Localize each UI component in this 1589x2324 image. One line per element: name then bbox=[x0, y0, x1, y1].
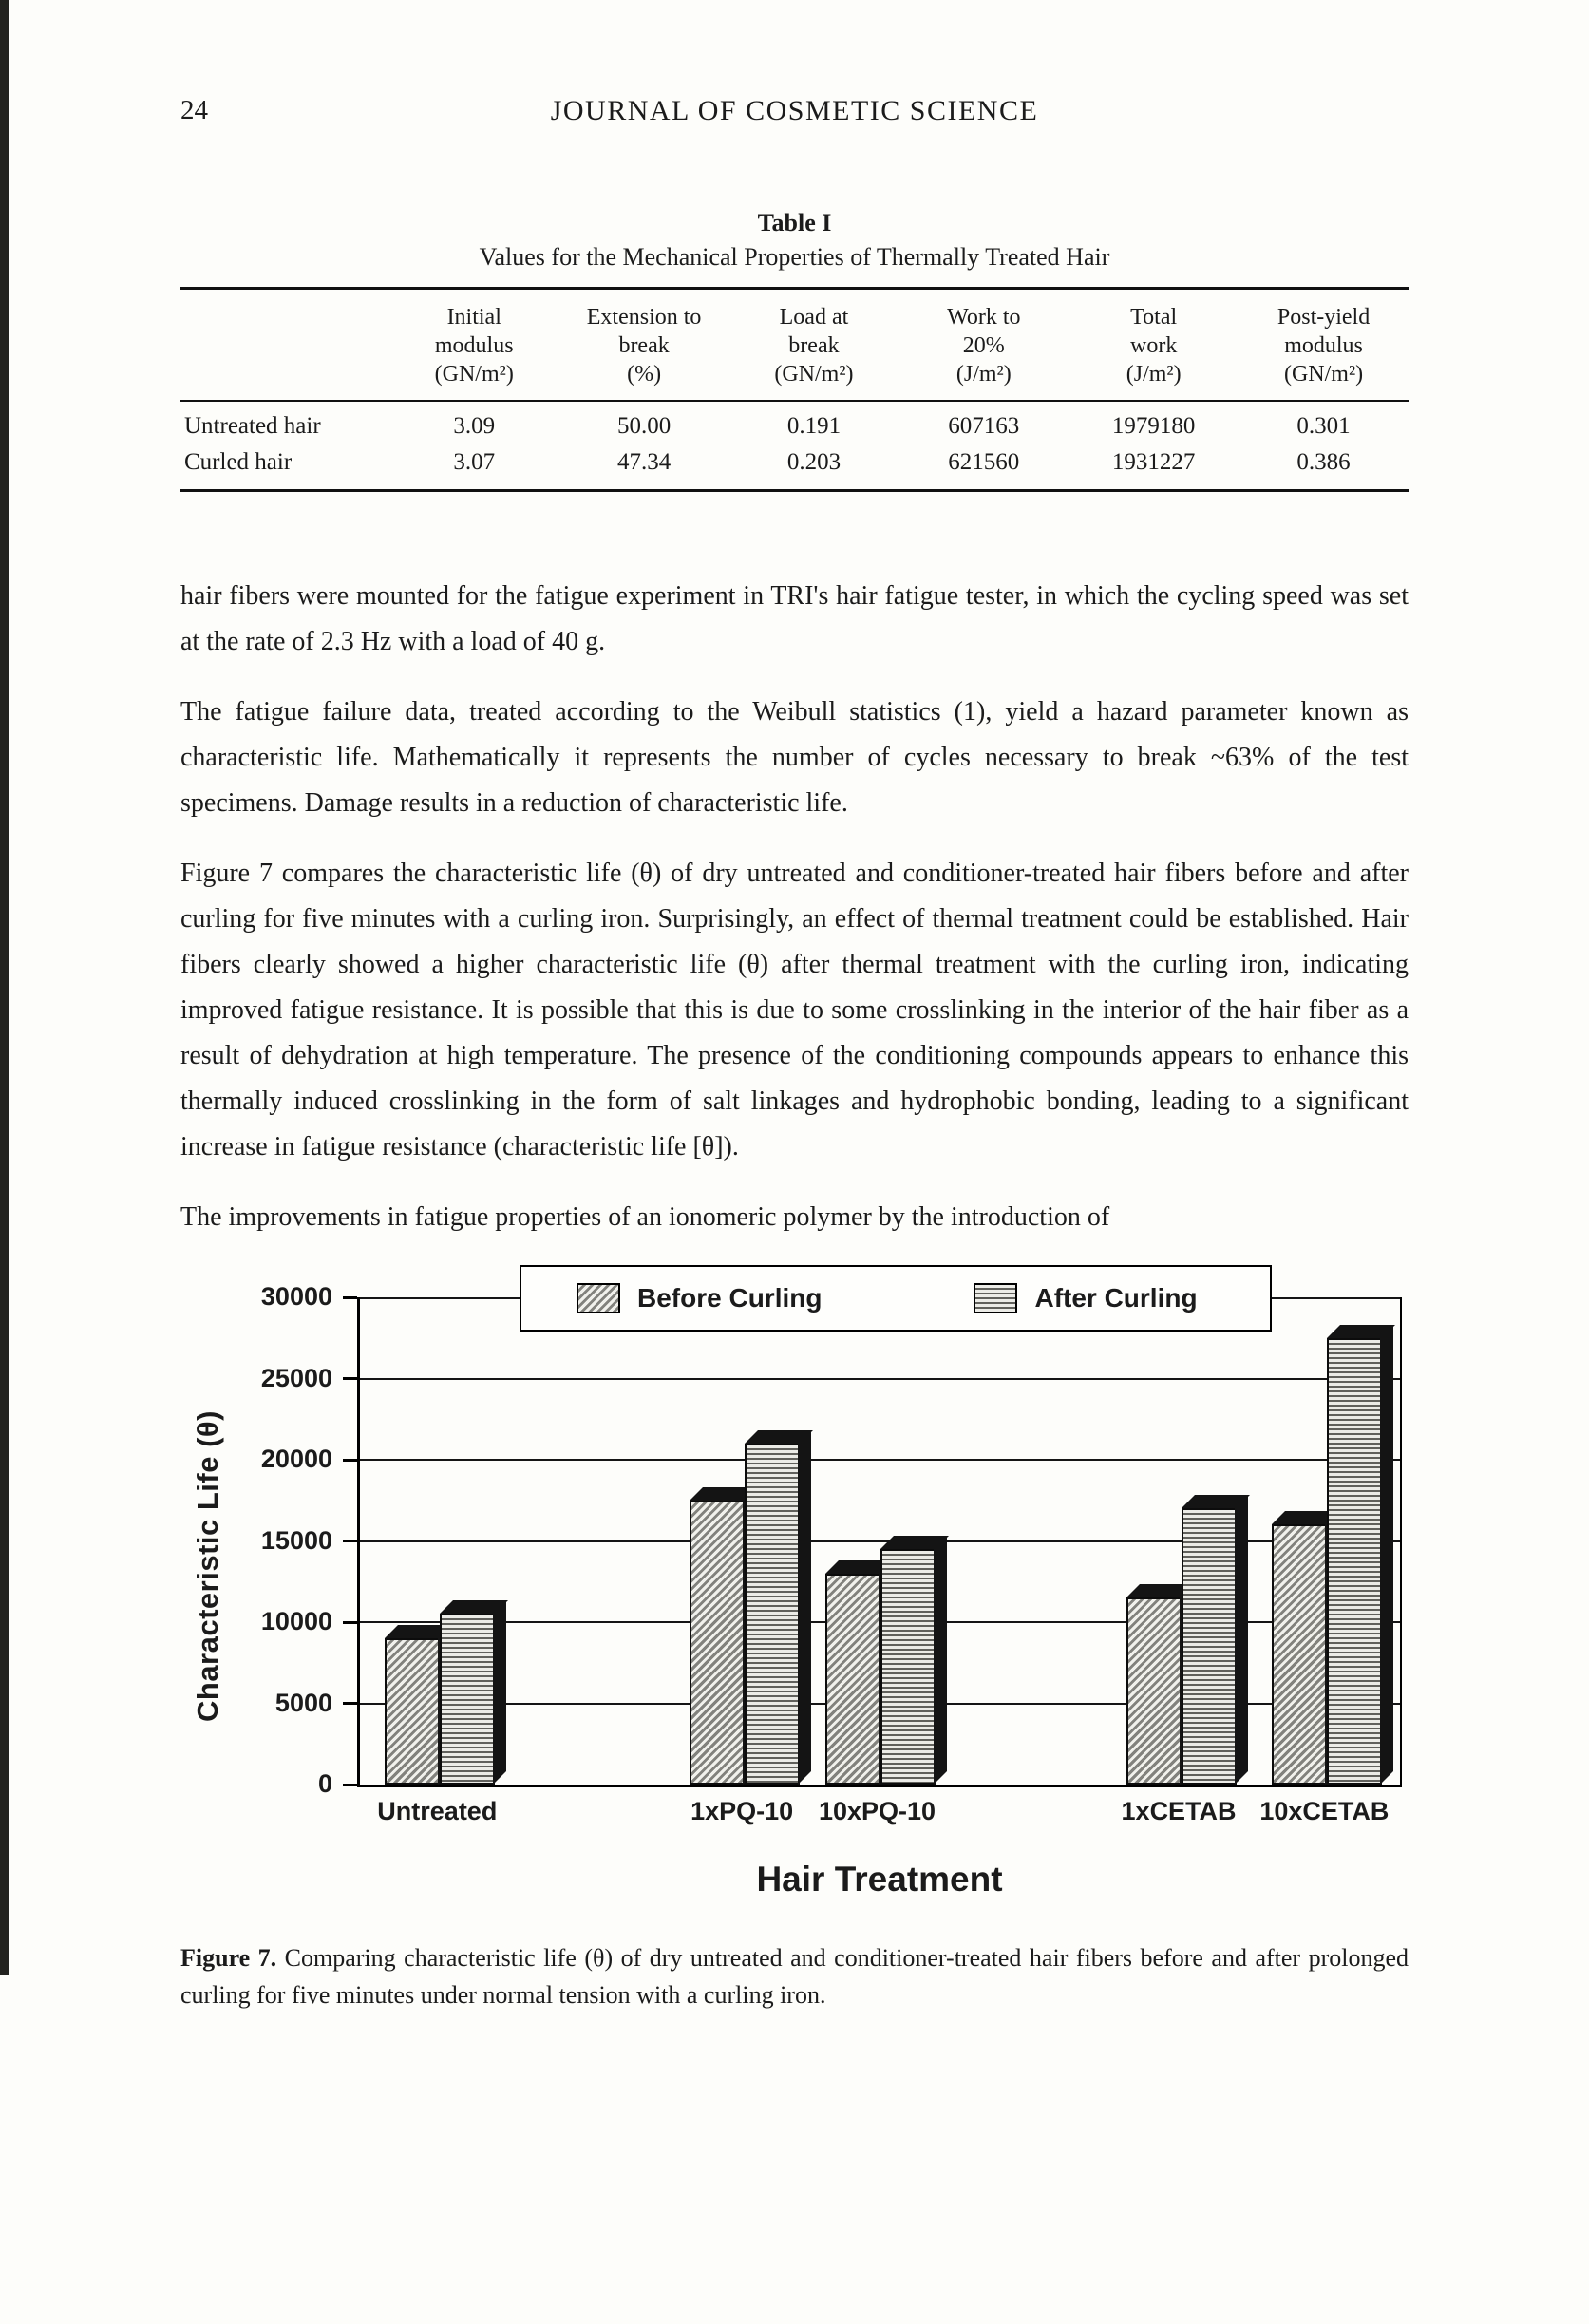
bar-side-face bbox=[1380, 1325, 1393, 1785]
bar-10xpq-10-before bbox=[825, 1574, 880, 1785]
legend-label-after: After Curling bbox=[1034, 1283, 1198, 1313]
paragraph-3: Figure 7 compares the characteristic life (θ) of dry untreated and conditioner-treated hair fibers before and after curling for five minutes with a curling iron. Surprisingly, an effect of thermal treatment could be established. Hair fibers clearly showed a higher characteristic life (θ) after thermal treatment with the curling iron, indicating improved fatigue resistance. It is possible that this is due to some crosslinking in the interior of the hair fiber as a result of dehydration at high temperature. The presence of the conditioning compounds appears to enhance this thermally induced crosslinking in the form of salt linkages and hydrophobic bonding, leading to a significant increase in fatigue resistance (characteristic life [θ]). bbox=[180, 859, 1409, 1162]
table-cell: 3.07 bbox=[453, 449, 496, 475]
x-tick-label: 10xCETAB bbox=[1259, 1797, 1390, 1825]
table-cell: 0.386 bbox=[1296, 449, 1351, 475]
y-tick-mark bbox=[343, 1702, 357, 1705]
table-cell: 50.00 bbox=[616, 413, 672, 439]
bar-1xcetab-after bbox=[1182, 1508, 1237, 1785]
bar-side-face bbox=[1235, 1495, 1248, 1785]
table-cell: 1931227 bbox=[1111, 449, 1196, 475]
y-tick-label: 25000 bbox=[260, 1363, 332, 1392]
plot-outer bbox=[357, 1283, 1402, 1835]
gridline bbox=[360, 1378, 1400, 1380]
legend-item-before-curling bbox=[577, 1283, 822, 1313]
x-axis-labels bbox=[357, 1787, 1402, 1835]
bar-10xcetab-before bbox=[1272, 1524, 1327, 1785]
table-row bbox=[180, 444, 1409, 491]
after-curling-swatch-icon bbox=[974, 1283, 1017, 1313]
page-header bbox=[180, 95, 1409, 135]
table1-block bbox=[180, 209, 1409, 492]
plot-area bbox=[357, 1283, 1402, 1787]
y-tick-mark bbox=[343, 1296, 357, 1299]
figure7-chart bbox=[180, 1281, 1409, 1899]
y-tick-label: 30000 bbox=[260, 1281, 332, 1311]
x-tick-label: 10xPQ-10 bbox=[818, 1797, 936, 1825]
table-col-header: Post-yield modulus (GN/m²) bbox=[1239, 289, 1409, 402]
y-tick-mark bbox=[343, 1377, 357, 1380]
paragraph-4: The improvements in fatigue properties of an ionomeric polymer by the introduction of bbox=[180, 1202, 1110, 1232]
bar-10xcetab-after bbox=[1327, 1338, 1382, 1785]
y-tick-label: 5000 bbox=[274, 1688, 332, 1717]
table-col-header: Work to 20% (J/m²) bbox=[899, 289, 1069, 402]
mechanical-properties-table bbox=[180, 287, 1409, 492]
body-text bbox=[180, 574, 1409, 1240]
table-col-header: Load at break (GN/m²) bbox=[729, 289, 899, 402]
table-row-label: Untreated hair bbox=[184, 413, 321, 439]
page-number: 24 bbox=[180, 95, 208, 125]
figure-caption bbox=[180, 1939, 1409, 2013]
bar-1xcetab-before bbox=[1126, 1597, 1182, 1785]
table-cell: 3.09 bbox=[453, 413, 496, 439]
x-tick-label: Untreated bbox=[377, 1797, 498, 1825]
y-tick-mark bbox=[343, 1540, 357, 1542]
y-tick-label: 0 bbox=[317, 1768, 332, 1798]
scan-edge-artifact bbox=[0, 0, 9, 1975]
table-cell: 0.191 bbox=[786, 413, 842, 439]
paragraph-2: The fatigue failure data, treated according to the Weibull statistics (1), yield a hazard parameter known as characteristic life. Mathematically it represents the number of cycles necessary to break ~63% of the test specimens. Damage results in a reduction of characteristic life. bbox=[180, 697, 1409, 818]
before-curling-swatch-icon bbox=[577, 1283, 620, 1313]
y-tick-mark bbox=[343, 1784, 357, 1786]
table-cell: 0.203 bbox=[786, 449, 842, 475]
table-cell: 607163 bbox=[948, 413, 1020, 439]
y-tick-label: 10000 bbox=[260, 1606, 332, 1635]
table-col-header: Total work (J/m²) bbox=[1069, 289, 1239, 402]
figure-caption-label: Figure 7. bbox=[180, 1944, 277, 1972]
bar-side-face bbox=[493, 1600, 506, 1785]
y-tick-label: 20000 bbox=[260, 1444, 332, 1473]
chart-legend bbox=[520, 1265, 1272, 1332]
y-tick-mark bbox=[343, 1459, 357, 1462]
y-axis-ticks bbox=[236, 1281, 357, 1835]
table-col-header-empty bbox=[180, 289, 389, 402]
table-cell: 47.34 bbox=[616, 449, 672, 475]
table-header-row bbox=[180, 289, 1409, 402]
y-tick-mark bbox=[343, 1621, 357, 1624]
table-cell: 0.301 bbox=[1296, 413, 1351, 439]
table-title: Table I bbox=[757, 209, 832, 236]
table-row-label: Curled hair bbox=[184, 449, 293, 475]
table-row bbox=[180, 401, 1409, 444]
y-axis-label: Characteristic Life (θ) bbox=[191, 1409, 225, 1723]
bar-side-face bbox=[934, 1536, 947, 1785]
x-tick-label: 1xCETAB bbox=[1121, 1797, 1237, 1825]
table-cell: 621560 bbox=[948, 449, 1020, 475]
bar-10xpq-10-after bbox=[880, 1549, 936, 1785]
table-subtitle: Values for the Mechanical Properties of Thermally Treated Hair bbox=[479, 243, 1110, 271]
bar-untreated-after bbox=[440, 1614, 495, 1785]
paragraph-1: hair fibers were mounted for the fatigue experiment in TRI's hair fatigue tester, in which the cycling speed was set at the rate of 2.3 Hz with a load of 40 g. bbox=[180, 581, 1409, 656]
bar-side-face bbox=[798, 1430, 811, 1785]
figure-caption-text: Comparing characteristic life (θ) of dry untreated and conditioner-treated hair fibers before and after prolonged curling for five minutes under normal tension with a curling iron. bbox=[180, 1944, 1409, 2009]
bar-1xpq-10-after bbox=[745, 1444, 800, 1785]
table-col-header: Initial modulus (GN/m²) bbox=[389, 289, 559, 402]
x-tick-label: 1xPQ-10 bbox=[690, 1797, 794, 1825]
table-cell: 1979180 bbox=[1111, 413, 1196, 439]
gridline bbox=[360, 1459, 1400, 1461]
x-axis-title: Hair Treatment bbox=[756, 1860, 1003, 1899]
y-axis-label-wrap bbox=[180, 1297, 236, 1835]
y-tick-label: 15000 bbox=[260, 1525, 332, 1555]
legend-item-after-curling bbox=[974, 1283, 1197, 1313]
journal-title: JOURNAL OF COSMETIC SCIENCE bbox=[550, 95, 1039, 126]
table-col-header: Extension to break (%) bbox=[559, 289, 729, 402]
bar-1xpq-10-before bbox=[690, 1501, 745, 1785]
bar-untreated-before bbox=[385, 1638, 440, 1785]
legend-label-before: Before Curling bbox=[637, 1283, 823, 1313]
